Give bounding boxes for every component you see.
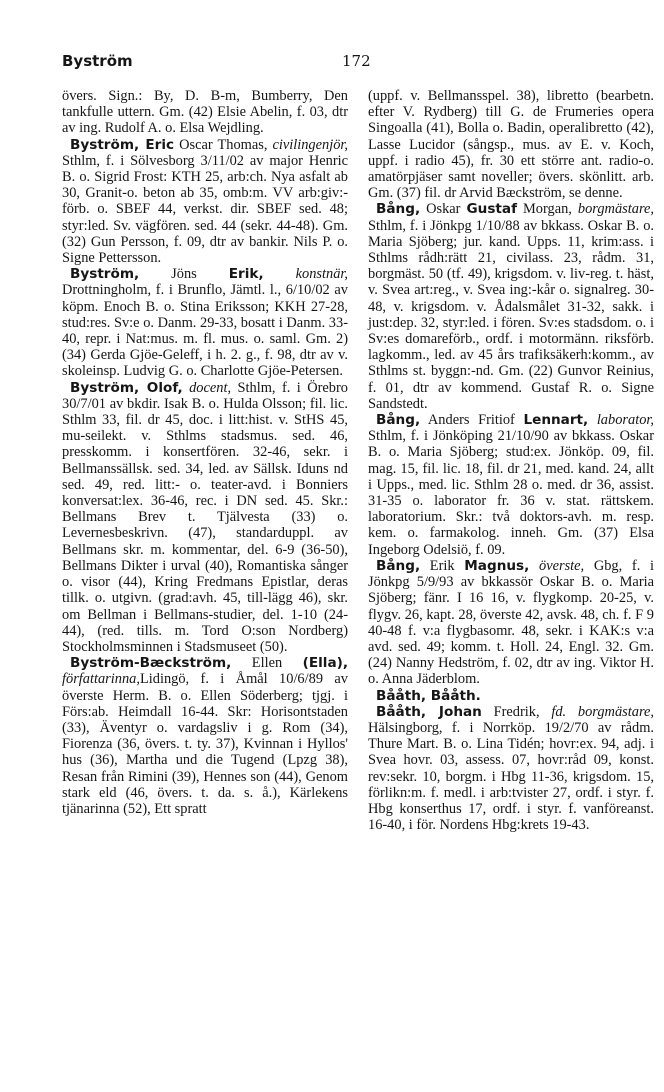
entry-given-names: Oscar Thomas, bbox=[174, 136, 273, 153]
entry-continuation bbox=[368, 88, 654, 201]
entry-given-names: Morgan, bbox=[517, 201, 578, 218]
entry-headword-name: Erik, bbox=[228, 266, 264, 283]
entry-occupation: civilingenjör, bbox=[272, 136, 349, 153]
left-column bbox=[62, 88, 348, 817]
entry-headword: Bång, bbox=[376, 412, 421, 429]
entry-text: Drottningholm, f. i Brunflo, Jämtl. l., 6/10/02 av köpm. Enoch B. o. Stina Eriksson; KKH 27-28, stud:res. Sv:e o. Danm. 29-33, bosatt i Danm. 33-40, repr. i Nat:mus. m. fl. mus. o. saml. Gm. 2) (34) Gerda Gjöe-Geleff, i h. 2. g., f. 98, dtr av v. skoleinsp. Ludvig G. o. Charlotte Gjöe-Petersen. bbox=[62, 282, 348, 380]
entry-headword: Byström, bbox=[70, 266, 140, 283]
entry-given-names: Anders Fritiof bbox=[420, 412, 524, 429]
entry-text: Hälsingborg, f. i Norrköp. 19/2/70 av rådm. Thure Mart. B. o. Lina Tidén; hovr:ex. 94, adj. i Svea hovr. 03, assess. 07, hovr:råd 09, konst. rev:sekr. 10, borgm. i Hbg 11-36, krigsdom. 15, förlikn:m. f. medl. i arb:tvister 27, ordf. i styr. f. Hbg konserthus 17, ordf. i styr. f. vanföreanst. 16-40, i för. Nordens Hbg:krets 19-43. bbox=[368, 719, 654, 834]
entry-occupation: borgmästare, bbox=[577, 201, 654, 218]
entry-text: Sthlm, f. i Jönköping 21/10/90 av bkkass. Oskar B. o. Maria Sjöberg; stud:ex. Jönköp. 09, fil. mag. 15, fil. lic. 18, fil. dr 21, med. kand. 24, allt i Upps., med. lic. Sthlm 28 o. med. dr 36, assist. 31-35 o. laborator fr. 36 v. stat. rättskem. laboratorium. Skr.: två doktors-avh. m. resp. kem. o. farmakolog. inneh. Gm. (37) Elsa Ingeborg Odelsiö, f. 09. bbox=[368, 428, 654, 558]
entry-occupation: författarinna, bbox=[62, 671, 140, 688]
biography-entry bbox=[62, 137, 348, 267]
running-head-name: Byström bbox=[62, 52, 133, 70]
entry-occupation: överste, bbox=[529, 557, 585, 574]
entry-headword-name: Magnus, bbox=[464, 557, 530, 574]
biography-entry bbox=[368, 688, 654, 704]
entry-headword: Bååth, Bååth. bbox=[376, 687, 481, 704]
biography-entry bbox=[62, 380, 348, 655]
entry-headword: Byström, Eric bbox=[70, 136, 175, 153]
biography-entry bbox=[368, 704, 654, 834]
entry-occupation: fd. borgmästare, bbox=[551, 703, 654, 720]
page-number: 172 bbox=[342, 52, 371, 70]
entry-text: (uppf. v. Bellmansspel. 38), libretto (bearbetn. efter V. Rydberg) till G. de Frumeries opera Singoalla (41), Bolla o. Badin, operalibretto (42), Lasse Lucidor (sångsp., mus. av E. v. Koch, uppf. i radio 45), fr. 30 ett större ant. radio-o. amatörpjäser samt noveller; övers. skönlitt. arb. Gm. (37) fil. dr Arvid Bæckström, se denne. bbox=[368, 88, 654, 202]
entry-headword-name: (Ella), bbox=[302, 655, 348, 672]
entry-headword: Byström, Olof, bbox=[70, 379, 183, 396]
entry-text: Sthlm, f. i Örebro 30/7/01 av bkdir. Isak B. o. Hulda Olsson; fil. lic. Sthlm 33, fil. dr 45, doc. i litt:hist. v. StHS 45, mu-seilekt. v. Sthlms stadsmus. sed. 46, presskomm. i konsertfören. 32-46, sekr. i Bellmanssällsk. sed. 34, led. av Sällsk. Iduns nd sed. 49, red. litt:- o. teater-avd. i Bonniers konversat:lex. 36-46, rec. i DN sed. 45. Skr.: Bellmans Brev t. Tjälvesta (33) o. Levernesbeskrivn. (47), standarduppl. av Bellmans skr. m. kommentar, del. 6-9 (36-50), Bellmans Dikter i urval (40), Romantiska sånger o. visor (44), Kring Fredmans Epistlar, deras tillk. o. utgivn. (grad:avh. 45, till-lägg 46), skr. om Bellman i Bellmans-studier, del. 1-10 (24-44), (red. tills. m. Tord O:son Nordberg) Stockholmsminnen i Stadsmuseet (50). bbox=[62, 379, 348, 655]
running-head bbox=[62, 52, 652, 76]
entry-headword: Bång, bbox=[376, 557, 421, 574]
entry-headword: Byström-Bæckström, bbox=[70, 655, 232, 672]
entry-occupation: laborator, bbox=[588, 412, 654, 429]
right-column bbox=[368, 88, 654, 833]
biography-entry bbox=[368, 412, 654, 558]
entry-given-names: Fredrik, bbox=[481, 703, 552, 720]
entry-text: Sthlm, f. i Sölvesborg 3/11/02 av major Henric B. o. Sigrid Frost: KTH 25, arb:ch. Nya asfalt ab 30, Granit-o. beton ab 35, omb:m. VV arb:giv:-förb. o. SBEF 44, verkst. dir. SBEF sed. 48; styr:led. Sv. vägfören. sed. 44 (sekr. 44-48). Gm. (32) Gun Persson, f. 09, dtr av bankir. Nils P. o. Signe Pettersson. bbox=[62, 152, 348, 267]
entry-headword: Bååth, Johan bbox=[376, 703, 482, 720]
entry-given-names: Jöns bbox=[139, 266, 229, 283]
biography-entry bbox=[368, 558, 654, 688]
entry-continuation bbox=[62, 88, 348, 137]
entry-text: övers. Sign.: By, D. B-m, Bumberry, Den tankfulle uttern. Gm. (42) Elsie Abelin, f. 03, dtr av ing. Rudolf A. o. Elsa Wejdling. bbox=[62, 88, 348, 137]
entry-given-names: Erik bbox=[420, 557, 465, 574]
entry-text: Sthlm, f. i Jönkpg 1/10/88 av bkkass. Oskar B. o. Maria Sjöberg; jur. kand. Upps. 11, krim:ass. i Sthlms rådh:rätt 21, civilass. 23, rådm. 31, borgmäst. 50 (tf. 49), krigsdom. v. liv-reg. t. häst, v. Svea art:reg., v. Svea ing:-kår o. signalreg. 30-48, v. krigsdom. v. Ådalsmålet 31-32, sakk. i just:dep. 32, styr:led. i fören. Sv:es stadsdom. o. i Sv:es domareförb., ordf. i motormänn. riksförb. lagkomm., led. av 45 års trafiksäkerh:komm., av Sthlms st. byggn:-nd. Gm. (22) Gunvor Reinius, f. 01, dtr av kommend. Gustaf R. o. Signe Sandstedt. bbox=[368, 217, 654, 412]
entry-headword: Bång, bbox=[376, 201, 421, 218]
entry-occupation: docent, bbox=[182, 379, 232, 396]
biography-entry bbox=[62, 266, 348, 379]
entry-headword-name: Gustaf bbox=[466, 201, 517, 218]
entry-given-names: Ellen bbox=[231, 655, 303, 672]
entry-headword-name: Lennart, bbox=[523, 412, 589, 429]
entry-given-names: Oskar bbox=[420, 201, 467, 218]
entry-text: Lidingö, f. i Åmål 10/6/89 av överste Herm. B. o. Ellen Söderberg; tjgj. i Förs:ab. Heimdall 16-44. Skr: Horisontstaden (33), Äventyr o. vardagsliv i g. Rom (34), Fiorenza (36, övers. t. ty. 37), Kvinnan i Hyllos' hus (36), Martha und die Tugend (Lpzg 38), Resan från Rimini (39), Hennes son (44), Genom stark eld (46, övers. t. da. s. å.), Kärlekens tjänarinna (52), Ett spratt bbox=[62, 671, 348, 817]
biography-entry bbox=[368, 201, 654, 412]
entry-occupation: konstnär, bbox=[263, 266, 348, 283]
entry-text: Gbg, f. i Jönkpg 5/9/93 av bkkassör Oskar B. o. Maria Sjöberg; fänr. I 16 16, v. flygkomp. 20-25, v. flygv. 26, kapt. 28, överste 42, avsk. 48, ch. f. F 9 40-48 f. v:a flygbasomr. 48, sekr. i KAK:s v:a avd. sed. 49; komm. t. Holl. 24, Engl. 32. Gm. (24) Nanny Hedström, f. 02, dtr av ing. Viktor H. o. Anna Jäderblom. bbox=[368, 557, 654, 688]
biography-entry bbox=[62, 655, 348, 817]
